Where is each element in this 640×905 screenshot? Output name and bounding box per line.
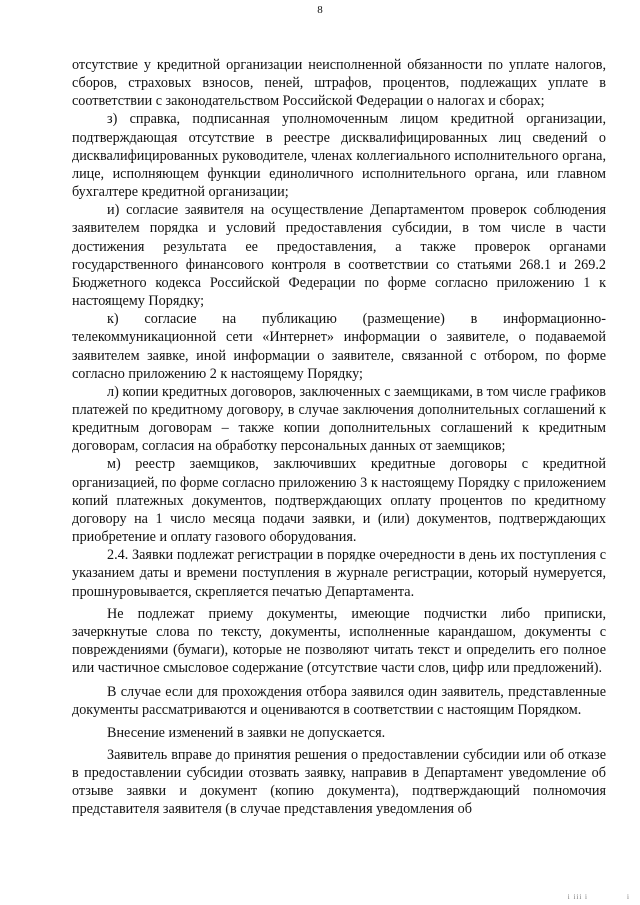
paragraph-no-changes: Внесение изменений в заявки не допускается.: [107, 724, 386, 741]
paragraph-tax-obligations: отсутствие у кредитной организации неисполненной обязанности по уплате налогов, сборов, страховых взносов, пеней, штрафов, процентов, подлежащих уплате в соответствии с законодательством Российской Федерации о налогах и сборах;: [72, 57, 606, 110]
document-body: [72, 56, 606, 818]
paragraph-item-m: м) реестр заемщиков, заключивших кредитные договоры с кредитной организацией, по форме согласно приложению 3 к настоящему Порядку с приложением копий платежных документов, подтверждающих оплату процентов по кредитному договору на 1 число месяца подачи заявки, и (или) документов, подтверждающих приобретение и оплату газового оборудования.: [72, 456, 606, 546]
paragraph-item-z: з) справка, подписанная уполномоченным лицом кредитной организации, подтверждающая отсутствие в реестре дисквалифицированных лиц сведений о дисквалифицированных руководителе, членах коллегиального исполнительного органа, лице, исполняющем функции единоличного исполнительного органа, или главном бухгалтере кредитной организации;: [72, 111, 606, 201]
paragraph-not-accepted: Не подлежат приему документы, имеющие подчистки либо приписки, зачеркнутые слова по тексту, документы, исполненные карандашом, документы с повреждениями (бумаги), которые не позволяют читать текст и определить его полное или частичное смысловое содержание (отсутствие части слов, цифр или предложений).: [72, 605, 606, 677]
paragraph-single-applicant: В случае если для прохождения отбора заявился один заявитель, представленные документы рассматриваются и оцениваются в соответствии с настоящим Порядком.: [72, 684, 606, 719]
scan-mark: і: [627, 893, 630, 901]
paragraph-item-i: и) согласие заявителя на осуществление Департаментом проверок соблюдения заявителем порядка и условий предоставления субсидии, в том числе в части достижения результата ее предоставления, а также проверок органами государственного финансового контроля в соответствии со статьями 268.1 и 269.2 Бюджетного кодекса Российской Федерации по форме согласно приложению 1 к настоящему Порядку;: [72, 202, 606, 310]
paragraph-2-4-registration: 2.4. Заявки подлежат регистрации в порядке очередности в день их поступления с указанием даты и времени поступления в журнале регистрации, который нумеруется, прошнуровывается, скрепляется печатью Департамента.: [72, 547, 606, 600]
page-number: 8: [317, 4, 323, 16]
scan-mark: і ііі і: [567, 893, 588, 901]
paragraph-item-l: л) копии кредитных договоров, заключенных с заемщиками, в том числе графиков платежей по кредитному договору, в случае заключения дополнительных соглашений к кредитным договорам – также копии дополнительных соглашений к кредитным договорам, согласия на обработку персональных данных от заемщиков;: [72, 383, 606, 455]
paragraph-withdrawal: Заявитель вправе до принятия решения о предоставлении субсидии или об отказе в предоставлении субсидии отозвать заявку, направив в Департамент уведомление об отзыве заявки и документ (копию документа), подтверждающий полномочия представителя заявителя (в случае представления уведомления об: [72, 746, 606, 818]
paragraph-item-k: к) согласие на публикацию (размещение) в информационно-телекоммуникационной сети «Интернет» информации о заявителе, о подаваемой заявителем заявке, иной информации о заявителе, связанной с отбором, по форме согласно приложению 2 к настоящему Порядку;: [72, 311, 606, 382]
